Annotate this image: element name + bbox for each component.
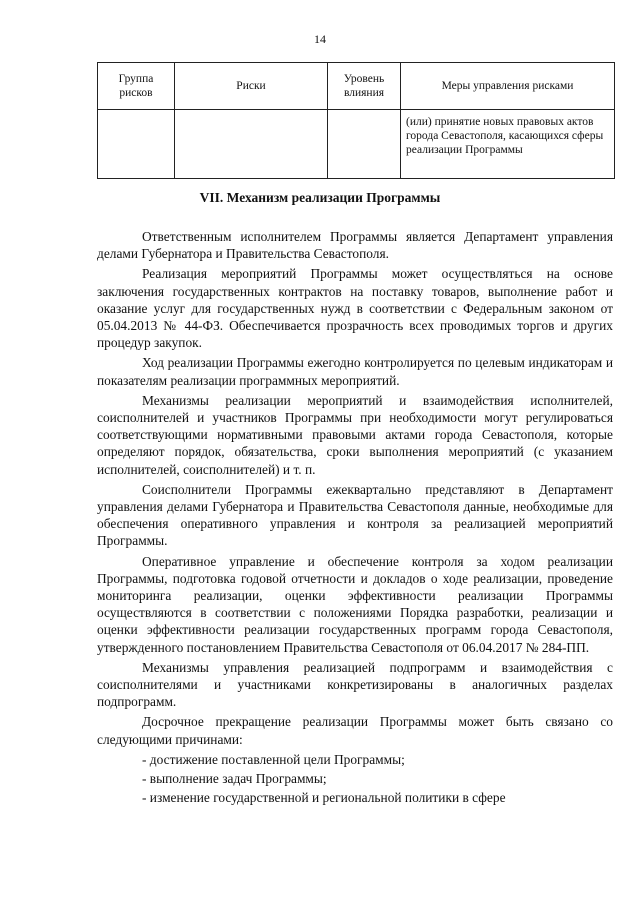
paragraph: Ответственным исполнителем Программы является Департамент управления делами Губернатора и Правительства Севастополя. <box>97 229 613 262</box>
header-risks: Риски <box>175 63 328 110</box>
list-item: - изменение государственной и региональной политики в сфере <box>142 790 506 806</box>
header-impact-level: Уровень влияния <box>328 63 401 110</box>
paragraph: Реализация мероприятий Программы может осуществляться на основе заключения государственных контрактов на поставку товаров, выполнение работ и оказание услуг для государственных нужд в соответствии с Федеральным законом от 05.04.2013 № 44-ФЗ. Обеспечивается прозрачность всех проводимых торгов и других процедур закупок. <box>97 266 613 351</box>
table-cell <box>175 110 328 179</box>
table-cell <box>98 110 175 179</box>
page-number: 14 <box>314 32 326 46</box>
table-cell: (или) принятие новых правовых актов города Севастополя, касающихся сферы реализации Программы <box>401 110 615 179</box>
paragraph: Механизмы реализации мероприятий и взаимодействия исполнителей, соисполнителей и участников Программы при необходимости могут регулироваться соответствующими нормативными правовыми актами города Севастополя, которые определяют порядок, обязательства, сроки выполнения мероприятий (с указанием исполнителей, соисполнителей) и т. п. <box>97 392 613 477</box>
table-row <box>98 110 615 179</box>
risk-table <box>97 62 615 179</box>
list-item: - выполнение задач Программы; <box>142 771 327 787</box>
table-cell <box>328 110 401 179</box>
list-item: - достижение поставленной цели Программы; <box>142 751 405 767</box>
paragraph: Механизмы управления реализацией подпрограмм и взаимодействия с соисполнителями и участниками конкретизированы в аналогичных разделах подпрограмм. <box>97 659 613 710</box>
paragraph: Ход реализации Программы ежегодно контролируется по целевым индикаторам и показателям реализации программных мероприятий. <box>97 355 613 388</box>
header-risk-measures: Меры управления рисками <box>401 63 615 110</box>
table-header-row <box>98 63 615 110</box>
section-heading: VII. Механизм реализации Программы <box>199 190 441 205</box>
section-body <box>97 228 613 809</box>
header-risk-group: Группа рисков <box>98 63 175 110</box>
paragraph: Соисполнители Программы ежеквартально представляют в Департамент управления делами Губернатора и Правительства Севастополя данные, необходимые для обеспечения оперативного управления и контроля за реализацией мероприятий Программы. <box>97 481 613 549</box>
paragraph: Досрочное прекращение реализации Программы может быть связано со следующими причинами: <box>97 714 613 747</box>
paragraph: Оперативное управление и обеспечение контроля за ходом реализации Программы, подготовка годовой отчетности и докладов о ходе реализации, проведение мониторинга реализации, оценки эффективности реализации Программы осуществляются в соответствии с положениями Порядка разработки, реализации и оценки эффективности реализации государственных программ города Севастополя, утвержденного постановлением Правительства Севастополя от 06.04.2017 № 284-ПП. <box>97 553 613 655</box>
